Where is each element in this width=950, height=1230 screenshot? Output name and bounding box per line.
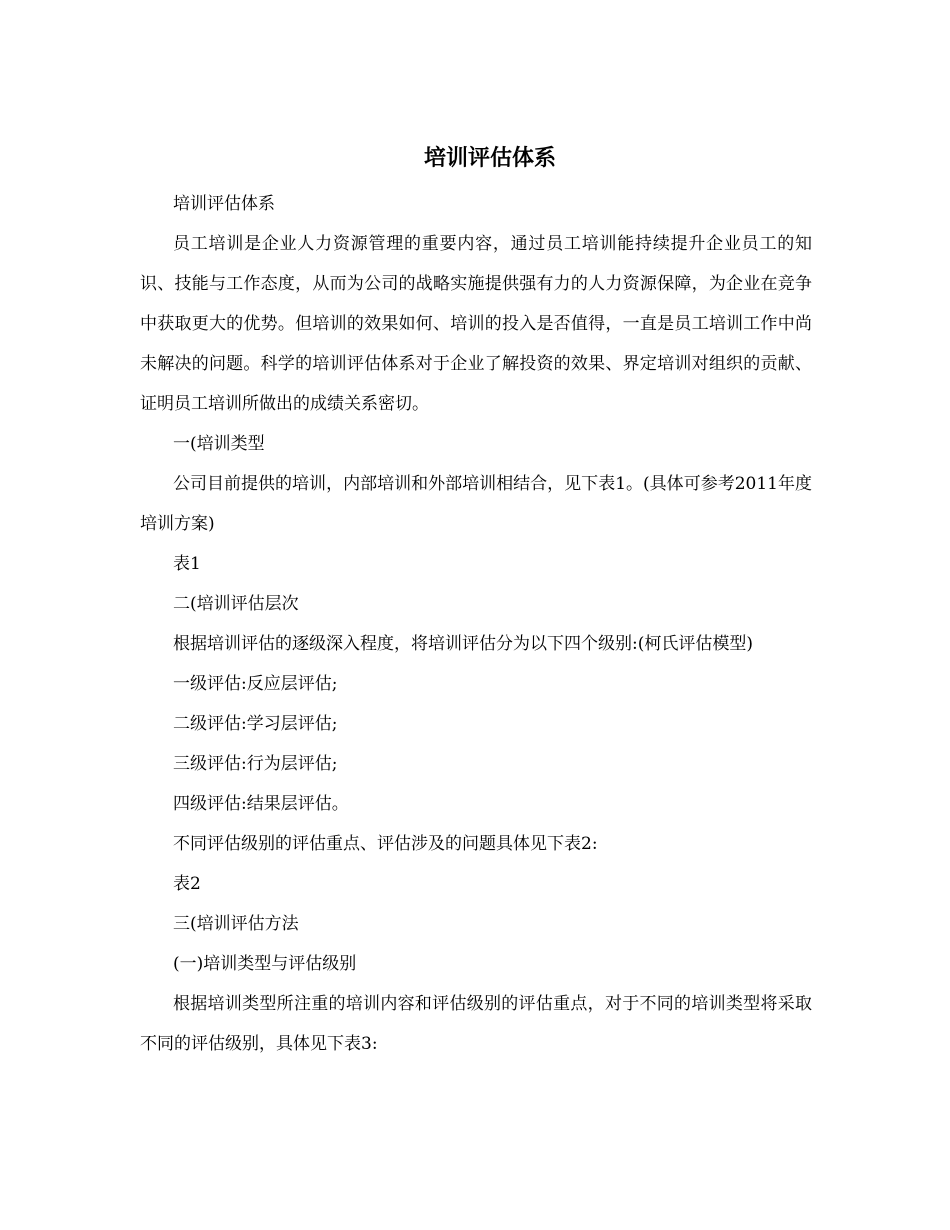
list-item-level-1: 一级评估:反应层评估; (173, 674, 338, 694)
section-heading-training-types: 一(培训类型 (173, 434, 265, 454)
paragraph-table-2-intro: 不同评估级别的评估重点、评估涉及的问题具体见下表2: (173, 834, 598, 854)
document-body (140, 184, 812, 1064)
paragraph-intro: 员工培训是企业人力资源管理的重要内容，通过员工培训能持续提升企业员工的知识、技能与工作态度，从而为公司的战略实施提供强有力的人力资源保障，为企业在竞争中获取更大的优势。但培训的效果如何、培训的投入是否值得，一直是员工培训工作中尚未解决的问题。科学的培训评估体系对于企业了解投资的效果、界定培训对组织的贡献、证明员工培训所做出的成绩关系密切。 (140, 234, 812, 414)
list-item-level-2: 二级评估:学习层评估; (173, 714, 338, 734)
list-item-level-4: 四级评估:结果层评估。 (173, 794, 349, 814)
paragraph-training-types: 公司目前提供的培训，内部培训和外部培训相结合，见下表1。(具体可参考2011年度培训方案) (140, 474, 812, 534)
table-caption-2: 表2 (173, 874, 201, 894)
subsection-heading-types-levels: (一)培训类型与评估级别 (173, 954, 357, 974)
list-item-level-3: 三级评估:行为层评估; (173, 754, 338, 774)
table-caption-1: 表1 (173, 554, 201, 574)
section-heading-evaluation-levels: 二(培训评估层次 (173, 594, 299, 614)
document-title: 培训评估体系 (423, 145, 556, 171)
paragraph-table-3-intro: 根据培训类型所注重的培训内容和评估级别的评估重点，对于不同的培训类型将采取不同的评估级别，具体见下表3: (140, 994, 812, 1054)
section-heading-evaluation-methods: 三(培训评估方法 (173, 914, 299, 934)
paragraph-evaluation-levels: 根据培训评估的逐级深入程度，将培训评估分为以下四个级别:(柯氏评估模型) (173, 634, 753, 654)
paragraph-subtitle: 培训评估体系 (173, 194, 275, 214)
